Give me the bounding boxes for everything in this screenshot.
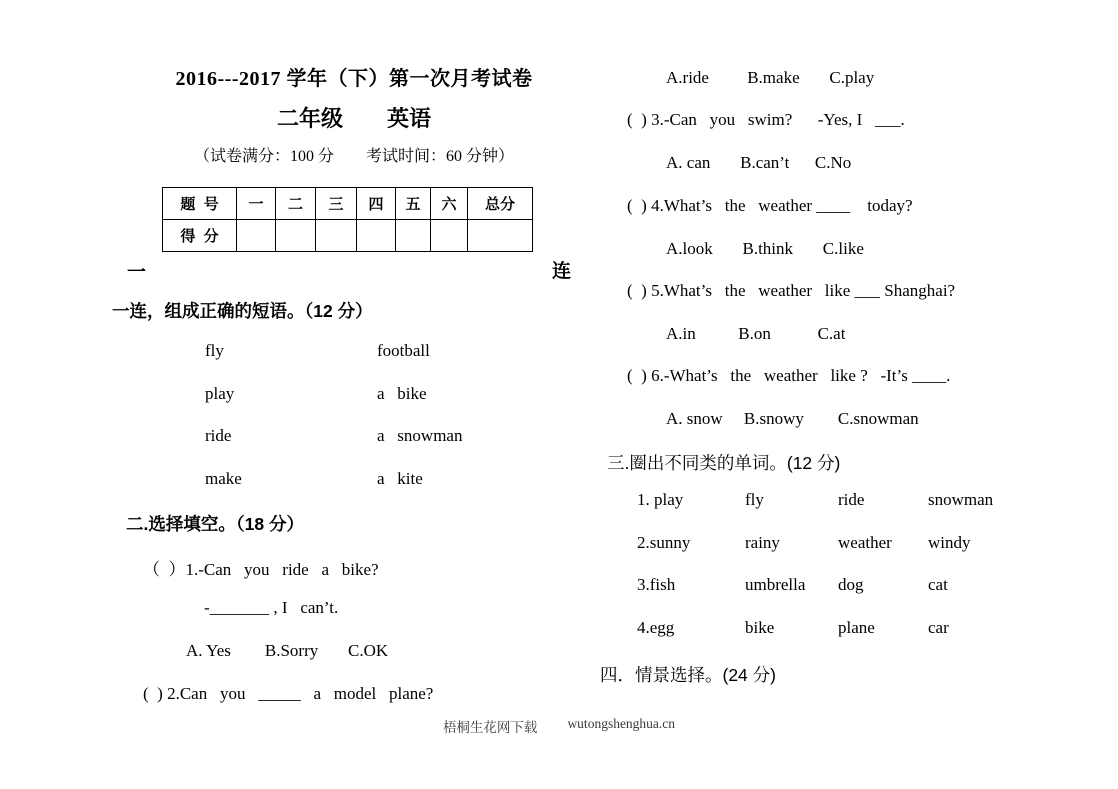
question-3-options: A. can B.can’t C.No [666,153,852,172]
score-cell-empty [237,220,276,252]
section4-heading: 四．情景选择。(24 分) [600,665,776,685]
footer-site-name: 梧桐生花网下载 [442,720,538,735]
score-table-header-cell: 一 [237,188,276,220]
question-1-line: （ ）1.-Can you ride a bike? [143,560,379,579]
score-table-header-cell: 总分 [468,188,533,220]
word: 2.sunny [637,532,691,552]
score-cell-empty [396,220,431,252]
score-cell-empty [431,220,468,252]
section1-heading: 一连，组成正确的短语。（12 分） [112,301,373,321]
question-1-answer-line: -_______ , I can’t. [204,598,339,617]
word: ride [838,490,865,509]
word: weather [838,532,892,552]
question-6-line: ( ) 6.-What’s the weather like ? -It’s ____. [627,366,951,385]
question-2-options: A.ride B.make C.play [666,68,875,87]
score-table-header-cell: 四 [357,188,396,220]
word: snowman [928,490,994,509]
word: 3.fish [637,575,676,595]
section1-wrapped-char: 连 [552,261,572,282]
odd-one-out-word-grid [637,490,993,660]
score-table [162,187,533,252]
word: plane [838,617,875,637]
match-pair-row [205,384,462,427]
question-3-line: ( ) 3.-Can you swim? -Yes, I ___. [627,110,905,129]
question-2-line: ( ) 2.Can you _____ a model plane? [143,684,434,703]
matching-list [205,341,462,512]
score-cell-empty [276,220,316,252]
question-5-options: A.in B.on C.at [666,324,846,343]
word: cat [928,575,948,595]
grade-subject-line: 二年级 英语 [276,106,431,131]
score-table-header-cell: 五 [396,188,431,220]
match-pair-row [205,426,462,469]
word-row [637,618,993,661]
question-4-line: ( ) 4.What’s the weather ____ today? [627,196,913,215]
score-cell-empty [357,220,396,252]
match-left-word: ride [205,426,232,446]
word: 4.egg [637,617,675,637]
score-table-score-row [163,220,533,252]
score-cell-empty [316,220,357,252]
match-right-word: a snowman [377,426,463,446]
word: car [928,617,949,637]
word: dog [838,575,864,595]
match-left-word: make [205,469,242,489]
word: umbrella [745,575,806,595]
question-5-line: ( ) 5.What’s the weather like ___ Shanghai? [627,281,956,300]
score-table-header-cell: 二 [276,188,316,220]
score-cell-empty [468,220,533,252]
section3-heading: 三.圈出不同类的单词。(12 分) [607,453,841,473]
score-table-header-cell: 六 [431,188,468,220]
score-table-header-cell: 题 号 [163,188,237,220]
question-4-options: A.look B.think C.like [666,239,864,258]
footer-site-url: wutongshenghua.cn [567,716,676,731]
match-right-word: football [377,341,430,360]
exam-title: 2016---2017 学年（下）第一次月考试卷 [175,68,533,90]
word: windy [928,532,971,552]
word: fly [745,490,764,509]
section2-heading: 二.选择填空。（18 分） [126,514,304,534]
page-footer [0,716,1118,736]
question-6-options: A. snow B.snowy C.snowman [666,409,919,428]
word: 1. play [637,490,684,509]
word: rainy [745,532,780,552]
exam-info-line: （试卷满分：100 分 考试时间：60 分钟） [193,148,514,165]
score-row-label: 得 分 [163,220,237,252]
word: bike [745,617,775,637]
match-right-word: a bike [377,383,427,403]
score-table-header-row [163,188,533,220]
word-row [637,490,993,533]
question-1-options: A. Yes B.Sorry C.OK [186,641,389,660]
match-pair-row [205,469,462,512]
match-left-word: play [205,383,235,403]
word-row [637,533,993,576]
section1-number-marker: 一 [127,262,147,283]
score-table-header-cell: 三 [316,188,357,220]
match-pair-row [205,341,462,384]
match-left-word: fly [205,341,224,360]
match-right-word: a kite [377,469,423,489]
word-row [637,575,993,618]
